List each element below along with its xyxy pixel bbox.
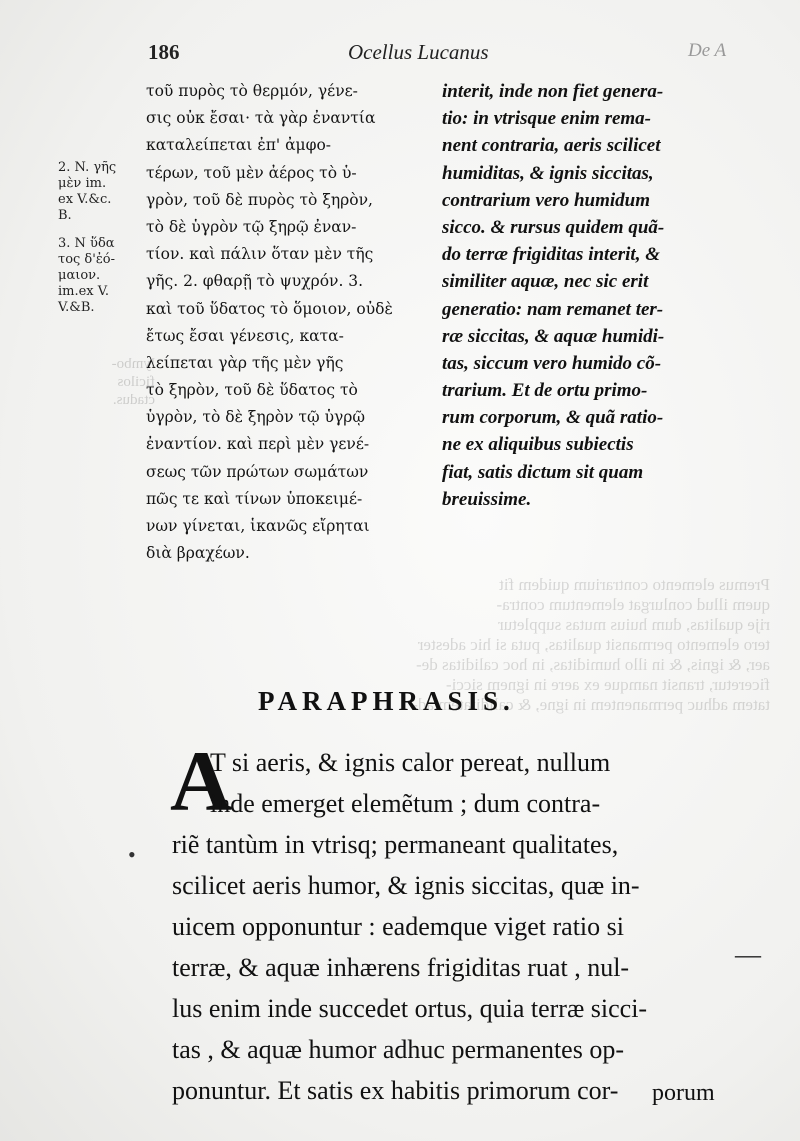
margin-dash-mark: —	[735, 940, 761, 969]
paraphrasis-line: tas , & aquæ humor adhuc permanentes op-	[172, 1035, 624, 1064]
greek-line: τὸ δὲ ὑγρὸν τῷ ξηρῷ ἐναν-	[146, 217, 357, 236]
greek-line: καὶ τοῦ ὕδατος τὸ ὅμοιον, οὐδὲ	[146, 299, 393, 318]
latin-line: humiditas, & ignis siccitas,	[442, 162, 654, 184]
greek-line: τίον. καὶ πάλιν ὅταν μὲν τῆς	[146, 245, 374, 264]
greek-line: σεως τῶν πρώτων σωμάτων	[146, 462, 369, 481]
paraphrasis-line: inde emerget elemẽtum ; dum contra-	[210, 789, 601, 818]
greek-line: ἔτως ἔσαι γένεσις, κατα-	[146, 326, 344, 345]
drop-cap: A	[170, 733, 233, 829]
greek-line: γῆς. 2. φθαρῇ τὸ ψυχρόν. 3.	[146, 272, 364, 291]
paraphrasis-line: ponuntur. Et satis ex habitis primorum cor-	[172, 1076, 619, 1105]
paraphrasis-line: uicem opponuntur : eademque viget ratio si	[172, 912, 624, 941]
latin-line: nent contraria, aeris scilicet	[442, 135, 661, 157]
latin-line: rum corporum, & quã ratio-	[442, 407, 664, 429]
latin-line: sicco. & rursus quidem quã-	[442, 216, 665, 238]
margin-note: 3. N ὕδα τος δ'ἐό- μαιον. im.ex V. V.&B.	[58, 236, 116, 315]
paraphrasis-line: terræ, & aquæ inhærens frigiditas ruat , nul-	[172, 953, 630, 982]
catchword: porum	[652, 1080, 715, 1106]
greek-line: λείπεται γὰρ τῆς μὲν γῆς	[146, 353, 344, 372]
latin-line: similiter aquæ, nec sic erit	[442, 271, 649, 293]
greek-line: σις οὐκ ἔσαι· τὰ γὰρ ἐναντία	[146, 109, 376, 128]
greek-line: πῶς τε καὶ τίνων ὑποκειμέ-	[146, 489, 363, 508]
section-heading: PARAPHRASIS.	[258, 686, 515, 716]
latin-line: do terræ frigiditas interit, &	[442, 244, 660, 266]
bleed-through-text: Premus elemento contrarium quidem fit quem illud conlurgat elementum contra- rije qualitas, dum huius mutas suppletur tero elemento permansit qualitas, puta si hic adester aer, & ignis, & in illo humiditas, in hoc caliditas de- ficeretur, transit namque ex aere in ignem sicci- tatem adhuc permanentem in igne, & caliditatem ad-	[412, 575, 770, 714]
paraphrasis-line: T si aeris, & ignis calor pereat, nullum	[210, 748, 611, 777]
running-title: Ocellus Lucanus	[348, 40, 489, 64]
latin-line: contrarium vero humidum	[442, 189, 650, 211]
greek-line: διὰ βραχέων.	[146, 544, 250, 563]
bleed-through-margin: lymbo- ficilos ctadus.	[111, 356, 155, 408]
greek-line: τὸ ξηρὸν, τοῦ δὲ ὕδατος τὸ	[146, 381, 358, 400]
greek-line: τοῦ πυρὸς τὸ θερμόν, γένε-	[146, 82, 358, 100]
running-title-continuation: De A	[688, 40, 727, 61]
paraphrasis-body	[170, 733, 780, 1111]
greek-line: ὑγρὸν, τὸ δὲ ξηρὸν τῷ ὑγρῷ	[146, 408, 366, 427]
margin-notes	[58, 160, 142, 328]
paraphrasis-line: riẽ tantùm in vtrisq; permaneant qualitates,	[172, 830, 619, 859]
greek-line: τέρων, τοῦ μὲν ἀέρος τὸ ὑ-	[146, 163, 357, 182]
greek-line: καταλείπεται ἐπ' ἀμφο-	[146, 136, 332, 155]
greek-text-column	[146, 78, 438, 567]
greek-line: γρὸν, τοῦ δὲ πυρὸς τὸ ξηρὸν,	[146, 190, 373, 209]
latin-line: ne ex aliquibus subiectis	[442, 434, 634, 456]
ink-dot: •	[128, 842, 136, 867]
latin-line: tas, siccum vero humido cõ-	[442, 352, 662, 374]
paraphrasis-line: lus enim inde succedet ortus, quia terræ sicci-	[172, 994, 648, 1023]
latin-line: generatio: nam remanet ter-	[442, 298, 664, 320]
greek-line: νων γίνεται, ἱκανῶς εἴρηται	[146, 517, 370, 535]
latin-line: interit, inde non fiet genera-	[442, 81, 664, 102]
latin-line: trarium. Et de ortu primo-	[442, 380, 648, 402]
latin-line: breuissime.	[442, 488, 532, 510]
latin-line: ræ siccitas, & aquæ humidi-	[442, 325, 665, 347]
latin-line: fiat, satis dictum sit quam	[442, 461, 644, 483]
latin-line: tio: in vtrisque enim rema-	[442, 108, 651, 130]
page-number: 186	[148, 40, 180, 64]
latin-text-column	[442, 78, 770, 513]
margin-note: 2. N. γῆς μὲν im. ex V.&c. B.	[58, 160, 117, 223]
paraphrasis-line: scilicet aeris humor, & ignis siccitas, quæ in-	[172, 871, 640, 900]
greek-line: ἐναντίον. καὶ περὶ μὲν γενέ-	[146, 435, 370, 454]
